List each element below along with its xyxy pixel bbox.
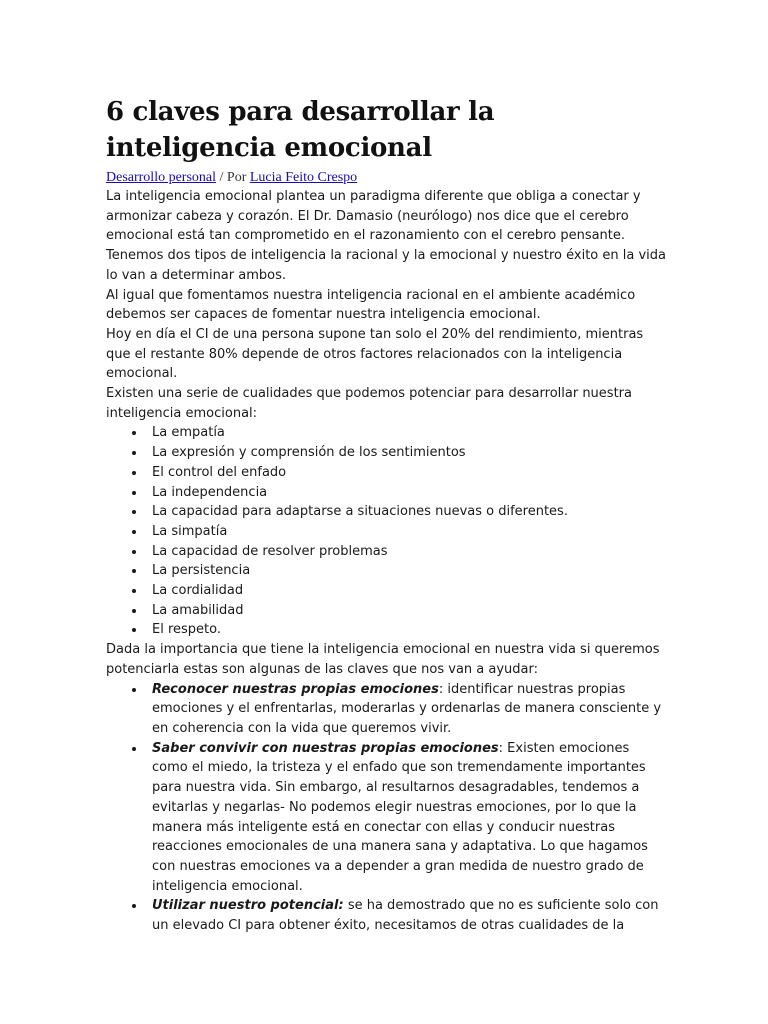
article	[106, 94, 666, 936]
key-item	[152, 680, 666, 739]
list-item: La empatía	[152, 423, 666, 443]
list-item: La cordialidad	[152, 581, 666, 601]
article-title: 6 claves para desarrollar la inteligencia emocional	[106, 97, 495, 163]
key-title: Reconocer nuestras propias emociones	[152, 681, 439, 697]
list-item: La capacidad de resolver problemas	[152, 542, 666, 562]
list-item: La expresión y comprensión de los sentimientos	[152, 443, 666, 463]
key-text: : Existen emociones como el miedo, la tristeza y el enfado que son tremendamente importantes para nuestra vida. Sin embargo, al resultarnos desagradables, tendemos a evitarlas y negarlas- No podemos elegir nuestras emociones, por lo que la manera más inteligente está en conectar con ellas y conducir nuestras reacciones emocionales de una manera sana y adaptativa. Lo que hagamos con nuestras emociones va a depender a gran medida de nuestro grado de inteligencia emocional.	[152, 740, 648, 894]
paragraph: La inteligencia emocional plantea un paradigma diferente que obliga a conectar y armonizar cabeza y corazón. El Dr. Damasio (neurólogo) nos dice que el cerebro emocional está tan comprometido en el razonamiento con el cerebro pensante.	[106, 189, 641, 244]
keys-intro: Dada la importancia que tiene la inteligencia emocional en nuestra vida si queremos potenciarla estas son algunas de las claves que nos van a ayudar:	[106, 642, 660, 677]
list-item: La capacidad para adaptarse a situaciones nuevas o diferentes.	[152, 502, 666, 522]
key-text: se ha demostrado que no es suficiente solo con un elevado CI para obtener éxito, necesitamos de otras cualidades de la	[152, 898, 659, 934]
key-title: Saber convivir con nuestras propias emociones	[152, 740, 499, 756]
byline-separator: / Por	[216, 170, 250, 185]
key-item	[152, 896, 666, 935]
list-item: La independencia	[152, 483, 666, 503]
list-item: El control del enfado	[152, 463, 666, 483]
category-link[interactable]: Desarrollo personal	[106, 170, 217, 185]
list-item: La persistencia	[152, 561, 666, 581]
key-title: Utilizar nuestro potencial:	[152, 898, 344, 914]
article-meta	[106, 169, 666, 187]
list-item: La amabilidad	[152, 601, 666, 621]
paragraph: Hoy en día el CI de una persona supone tan solo el 20% del rendimiento, mientras que el restante 80% depende de otros factores relacionados con la inteligencia emocional.	[106, 326, 644, 382]
key-text: : identificar nuestras propias emociones y el enfrentarlas, moderarlas y ordenarlas de manera consciente y en coherencia con la vida que queremos vivir.	[152, 681, 662, 736]
qualities-list	[106, 423, 666, 640]
list-item: El respeto.	[152, 620, 666, 640]
paragraph: Tenemos dos tipos de inteligencia la racional y la emocional y nuestro éxito en la vida lo van a determinar ambos.	[106, 248, 666, 283]
list-item: La simpatía	[152, 522, 666, 542]
author-link[interactable]: Lucia Feito Crespo	[249, 170, 358, 185]
key-item	[152, 739, 666, 897]
keys-list	[106, 680, 666, 936]
paragraph: Al igual que fomentamos nuestra inteligencia racional en el ambiente académico debemos ser capaces de fomentar nuestra inteligencia emocional.	[106, 287, 636, 323]
paragraph: Existen una serie de cualidades que podemos potenciar para desarrollar nuestra inteligencia emocional:	[106, 386, 632, 421]
article-body	[106, 187, 666, 936]
